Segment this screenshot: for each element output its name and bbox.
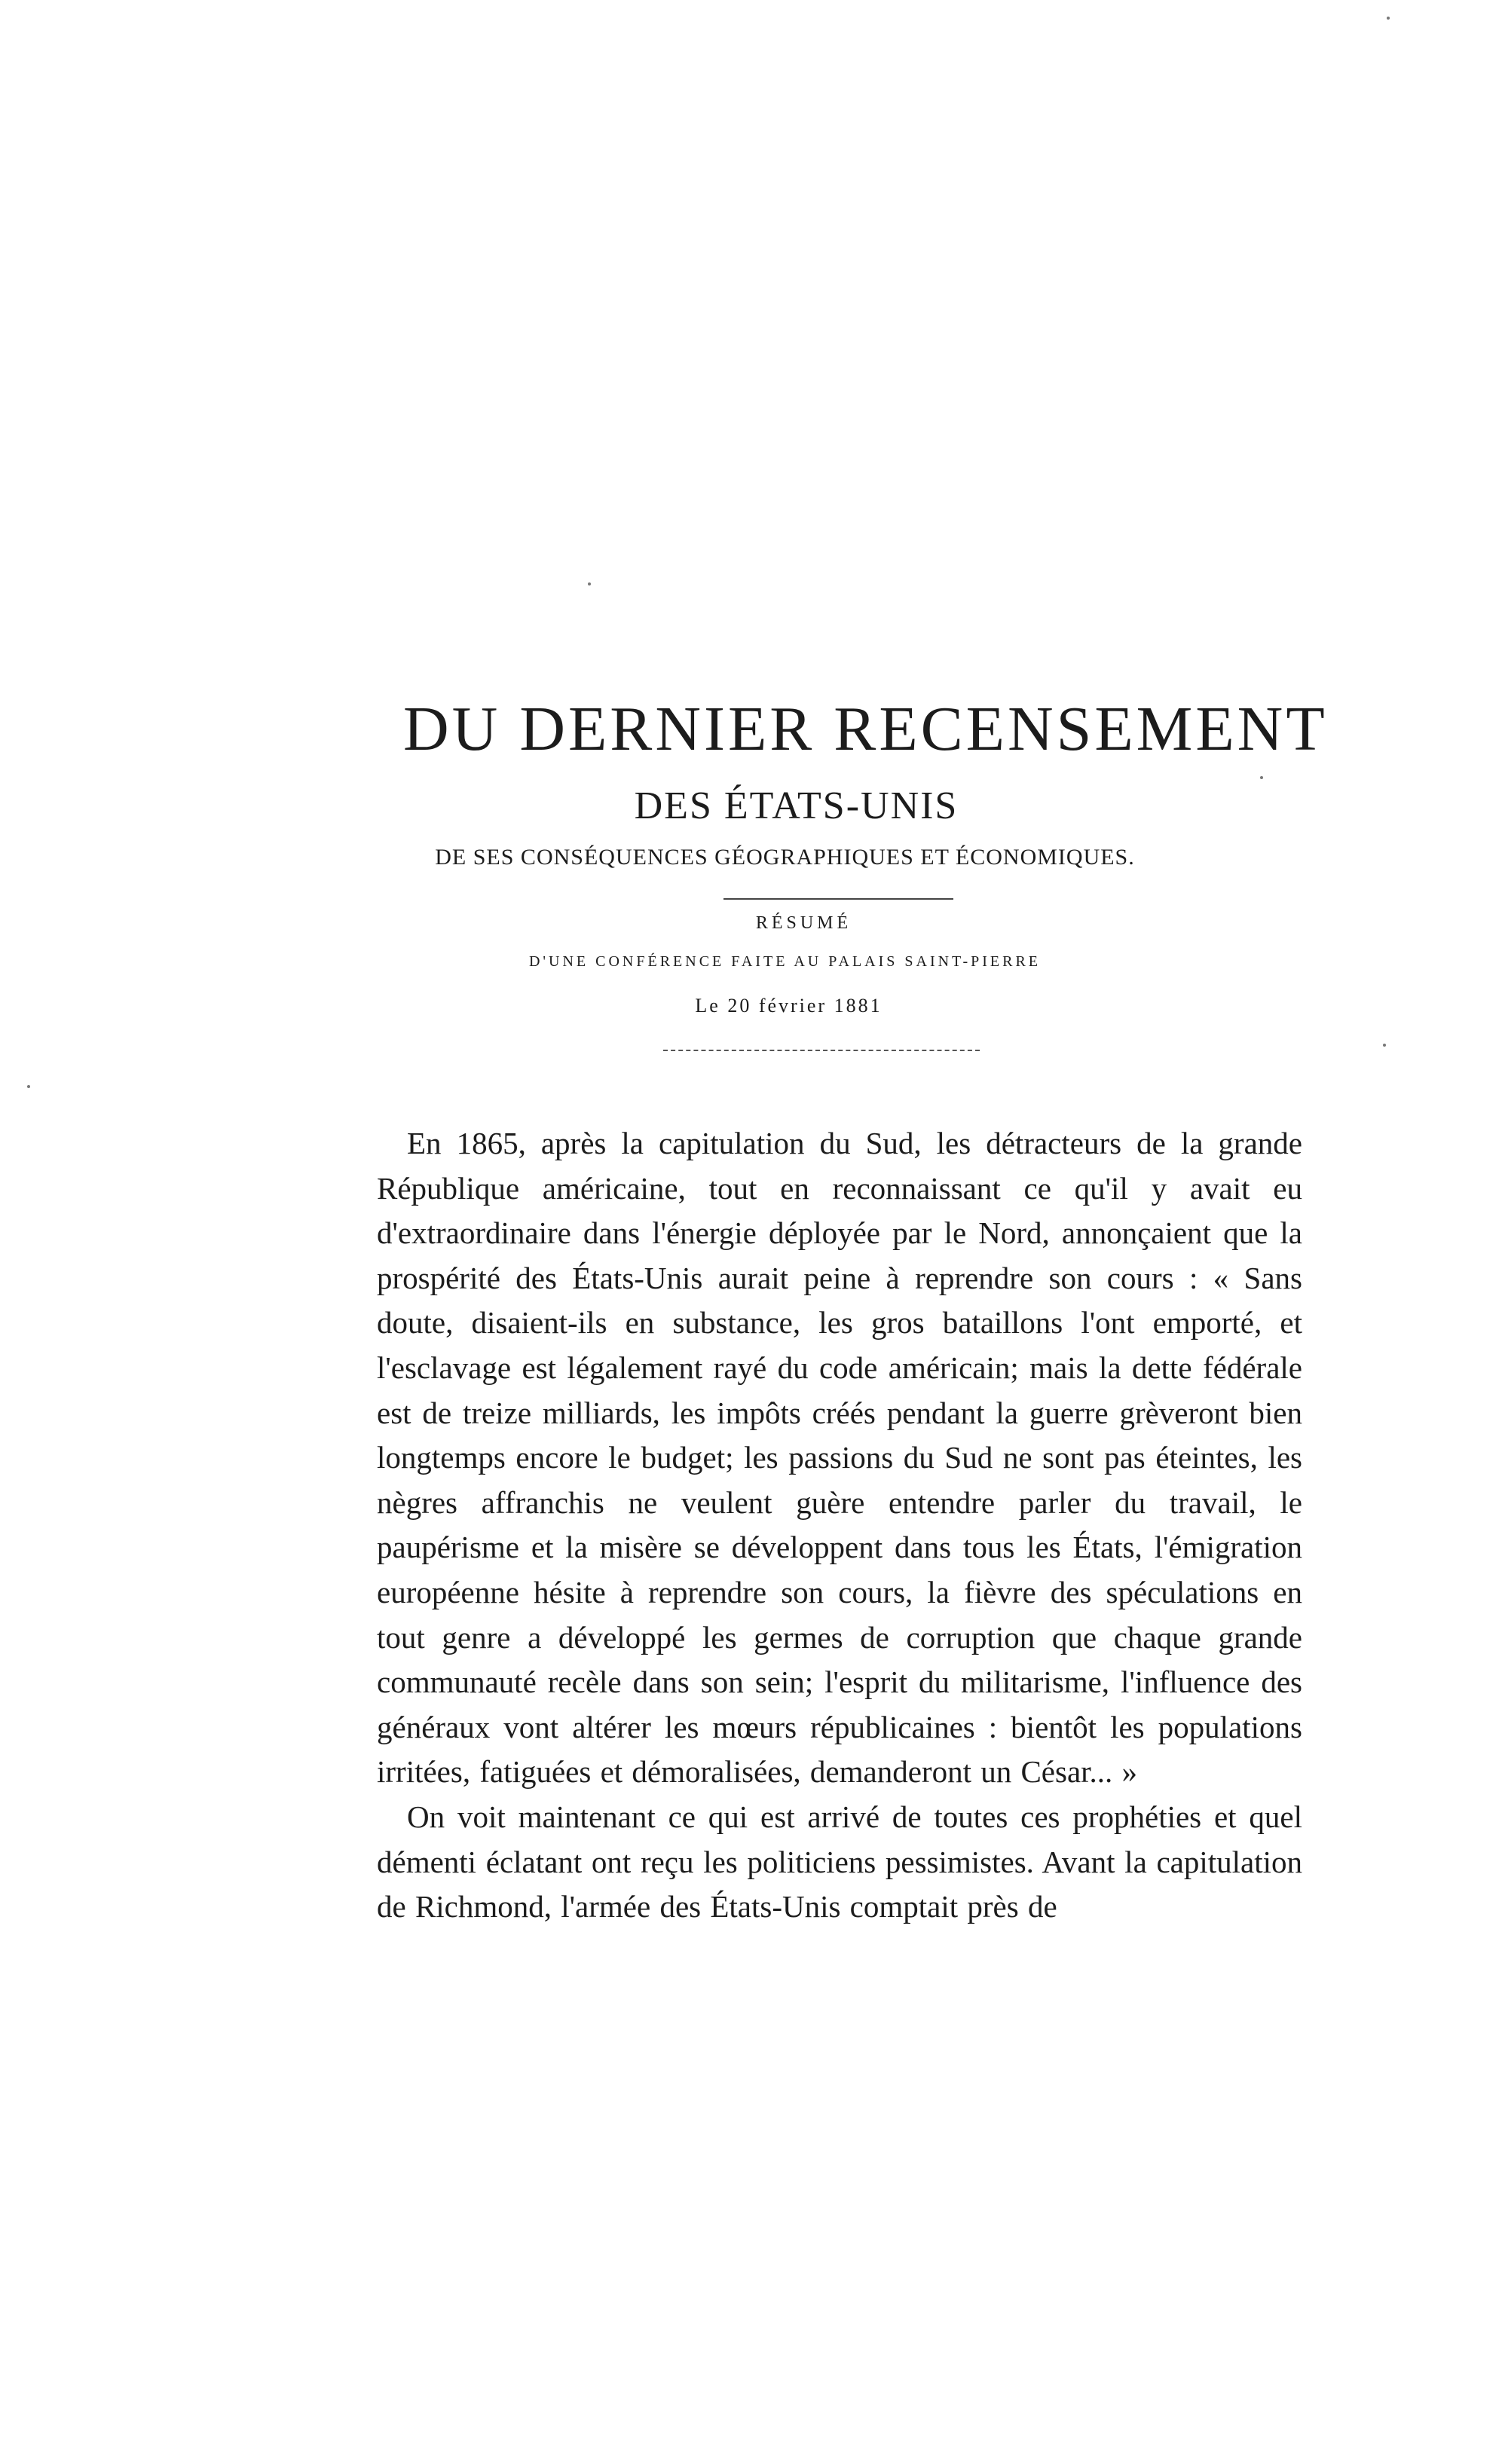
- divider-top: [723, 898, 953, 900]
- page-title: DU DERNIER RECENSEMENT: [403, 694, 1328, 764]
- conference-date: Le 20 février 1881: [695, 995, 883, 1016]
- paper-speck: [1383, 1044, 1386, 1047]
- paragraph: On voit maintenant ce qui est arrivé de toutes ces prophéties et quel démenti éclatant ont reçu les politiciens pessimistes. Avant la capitulation de Richmond, l'armée des États-Unis comptait près de: [377, 1799, 1302, 1924]
- page-subtitle: DES ÉTATS-UNIS: [634, 784, 959, 827]
- paper-speck: [27, 1085, 30, 1088]
- body-text: [377, 1121, 1302, 1930]
- divider-bottom: [663, 1050, 980, 1051]
- paragraph: En 1865, après la capitulation du Sud, les détracteurs de la grande République américaine, tout en reconnaissant ce qu'il y avait eu d'extraordinaire dans l'énergie déployée par le Nord, annonçaient que la prospérité des États-Unis aurait peine à reprendre son cours : « Sans doute, disaient-ils en substance, les gros bataillons l'ont emporté, et l'esclavage est légalement rayé du code américain; mais la dette fédérale est de treize milliards, les impôts créés pendant la guerre grèveront bien longtemps encore le budget; les passions du Sud ne sont pas éteintes, les nègres affranchis ne veulent guère entendre parler du travail, le paupérisme et la misère se développent dans tous les États, l'émigration européenne hésite à reprendre son cours, la fièvre des spéculations en tout genre a développé les germes de corruption que chaque grande communauté recèle dans son sein; l'esprit du militarisme, l'influence des généraux vont altérer les mœurs républicaines : bientôt les populations irritées, fatiguées et démoralisées, demanderont un César... »: [377, 1126, 1302, 1790]
- paper-speck: [1387, 17, 1390, 20]
- paper-speck: [1260, 776, 1263, 779]
- summary-label: RÉSUMÉ: [755, 913, 852, 933]
- conference-line: D'UNE CONFÉRENCE FAITE AU PALAIS SAINT-PIERRE: [528, 953, 1041, 970]
- page-subsubtitle: DE SES CONSÉQUENCES GÉOGRAPHIQUES ET ÉCONOMIQUES.: [435, 845, 1135, 870]
- paper-speck: [588, 582, 591, 585]
